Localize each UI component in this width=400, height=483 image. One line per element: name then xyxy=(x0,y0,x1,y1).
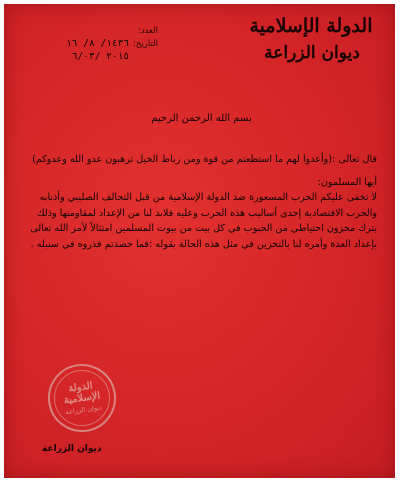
letter-content xyxy=(14,12,389,472)
quran-verse: قال تعالى :(وأعدوا لهم ما استطعتم من قوة ومن رباط الخيل ترهبون عدو الله وعدوكم) xyxy=(32,154,377,165)
date-label: التاريخ: xyxy=(133,38,158,49)
salutation: أيها المسلمون: xyxy=(317,176,377,188)
number-label: العدد: xyxy=(137,25,158,36)
date-hijri: ١٤٣٦/ ٨/ ١٦ xyxy=(66,37,130,49)
letterhead-subtitle: ديوان الزراعة xyxy=(264,43,360,63)
signature-department: ديوان الزراعة xyxy=(42,444,102,454)
date-row-gregorian xyxy=(18,50,158,63)
letterhead-title: الدولة الإسلامية xyxy=(249,15,373,37)
date-gregorian: ٢٠١٥ /٦/٠٣ xyxy=(71,50,130,62)
main-paragraph: لا تخفى عليكم الحرب المسعورة ضد الدولة الإسلامية من قبل التحالف الصليبي وأذنابه والحرب الاقتصادية إحدى أساليب هذه الحرب وعليه فلابد لنا من الإعداد لمقاومتها وذلك بترك مخزون احتياطي من الحبوب في كل بيت من بيوت المسلمين امتثالاً لأمر الله تعالى بإعداد العدة وأمره لنا بالتخزين في مثل هذه الحالة بقوله :فما حصدتم فذروه في سنبله . xyxy=(30,192,377,250)
stamp-title: الدولة الإسلامية xyxy=(63,380,101,407)
date-row xyxy=(18,37,158,50)
stamp-ring xyxy=(50,366,113,429)
letter-body xyxy=(28,152,377,252)
official-stamp xyxy=(44,360,121,437)
basmala: بسم الله الرحمن الرحيم xyxy=(151,113,252,124)
stamp-subtitle: ديوان الزراعة xyxy=(65,403,103,417)
document-page xyxy=(4,4,395,478)
number-row xyxy=(18,24,158,37)
document-meta xyxy=(18,24,158,63)
